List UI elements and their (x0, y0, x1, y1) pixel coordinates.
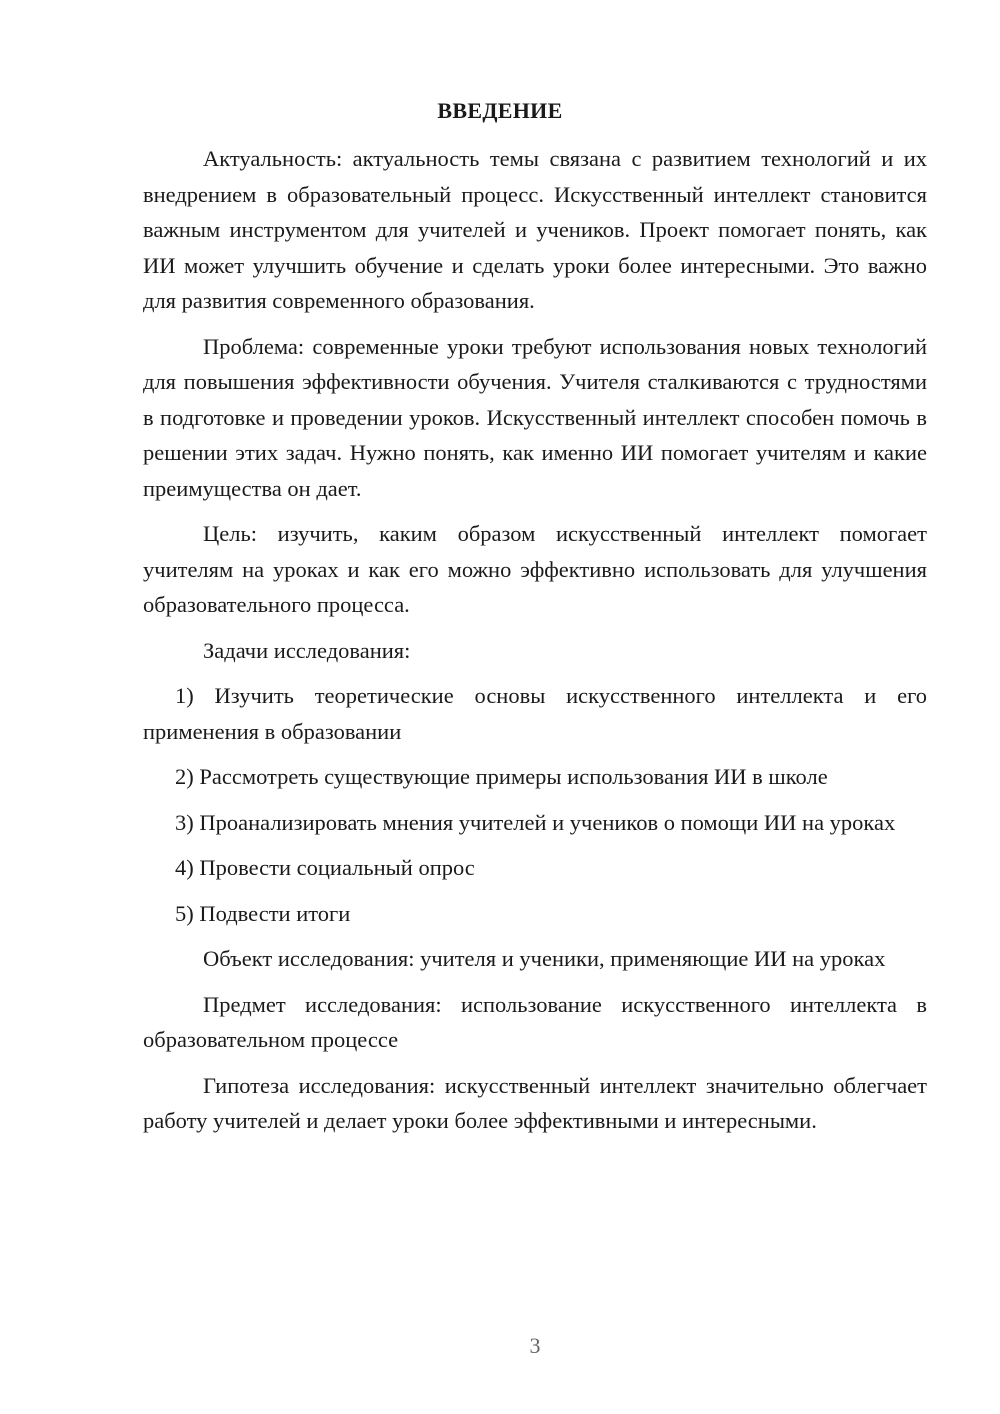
paragraph-hypothesis: Гипотеза исследования: искусственный интеллект значительно облегчает работу учителей и делает уроки более эффективными и интересными. (143, 1072, 927, 1133)
paragraph-subject: Предмет исследования: использование искусственного интеллекта в образовательном процессе (143, 991, 927, 1052)
tasks-heading: Задачи исследования: (203, 637, 411, 663)
paragraph-relevance: Актуальность: актуальность темы связана с развитием технологий и их внедрением в образовательный процесс. Искусственный интеллект становится важным инструментом для учителей и учеников. Проект помогает понять, как ИИ может улучшить обучение и сделать уроки более интересными. Это важно для развития современного образования. (143, 146, 927, 313)
paragraph-problem: Проблема: современные уроки требуют использования новых технологий для повышения эффективности обучения. Учителя сталкиваются с трудностями в подготовке и проведении уроков. Искусственный интеллект способен помочь в решении этих задач. Нужно понять, как именно ИИ помогает учителям и какие преимущества он дает. (143, 333, 927, 501)
task-item-5: 5) Подвести итоги (175, 900, 351, 926)
task-item-2: 2) Рассмотреть существующие примеры использования ИИ в школе (175, 764, 828, 789)
page-number: 3 (529, 1333, 541, 1358)
paragraph-goal: Цель: изучить, каким образом искусственный интеллект помогает учителям на уроках и как его можно эффективно использовать для улучшения образовательного процесса. (143, 521, 927, 617)
task-item-1: 1) Изучить теоретические основы искусственного интеллекта и его применения в образовании (143, 683, 927, 744)
document-body (143, 141, 927, 1149)
task-item-3: 3) Проанализировать мнения учителей и учеников о помощи ИИ на уроках (175, 809, 896, 835)
paragraph-object: Объект исследования: учителя и ученики, применяющие ИИ на уроках (203, 946, 886, 971)
section-title: ВВЕДЕНИЕ (437, 98, 563, 123)
task-item-4: 4) Провести социальный опрос (175, 855, 475, 880)
